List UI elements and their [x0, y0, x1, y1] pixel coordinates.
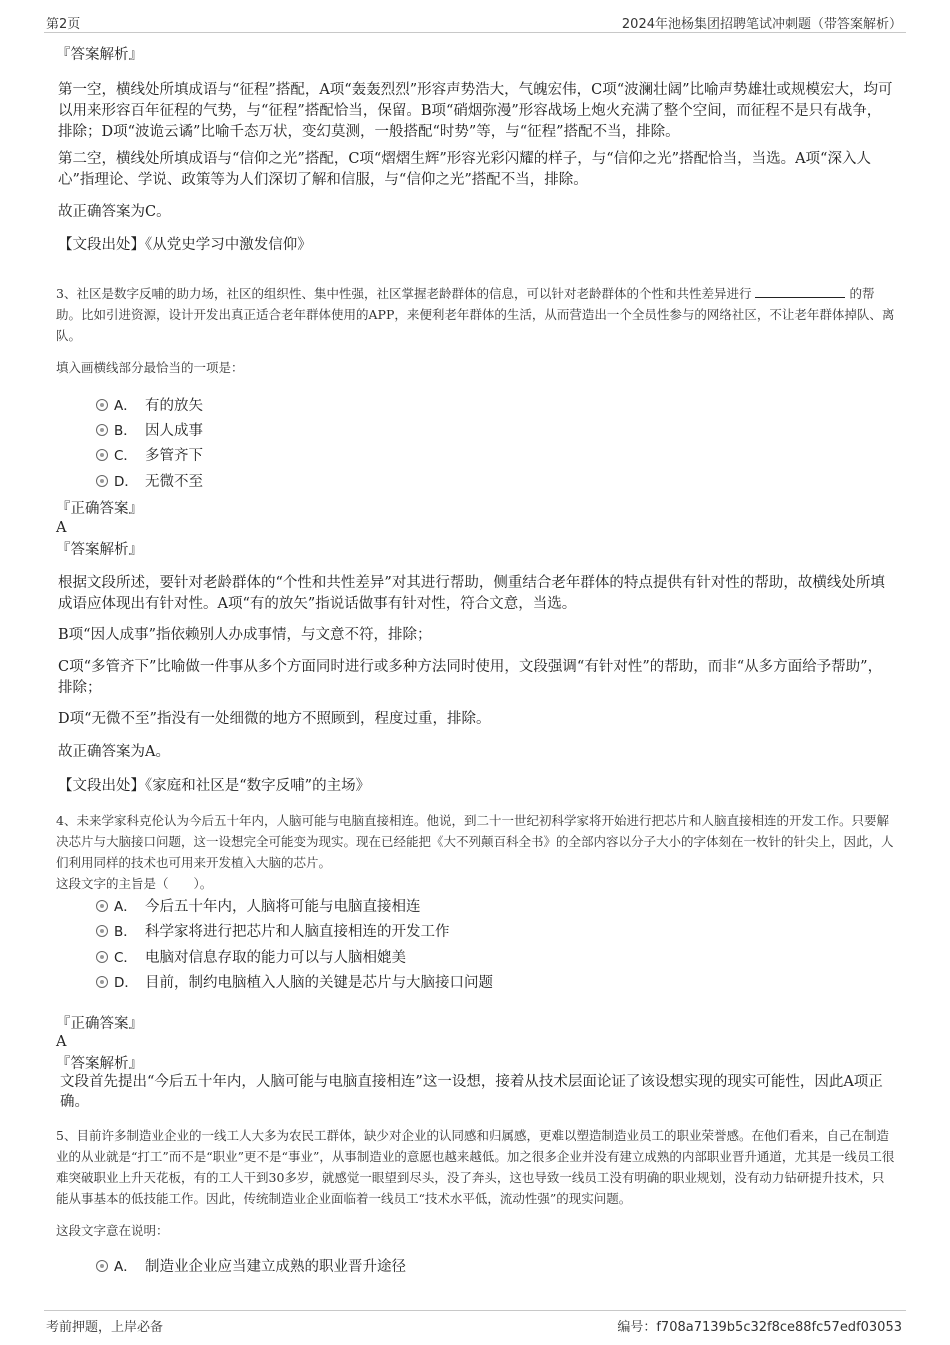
q4-prompt: 这段文字的主旨是（ ）。 — [56, 876, 213, 891]
q5-prompt: 这段文字意在说明： — [56, 1223, 169, 1238]
radio-button-icon[interactable] — [96, 475, 108, 487]
q3-source: 【文段出处】《家庭和社区是“数字反哺”的主场》 — [58, 778, 371, 794]
page-header — [44, 10, 906, 33]
option-letter: C． — [114, 448, 137, 464]
option-text: 因人成事 — [145, 423, 203, 439]
option-letter: C． — [114, 950, 137, 966]
q4-analysis: 文段首先提出“今后五十年内，人脑可能与电脑直接相连”这一设想，接着从技术层面论证了该设想实现的现实可能性，因此A项正确。 — [60, 1074, 883, 1110]
q3-correct-answer: A — [56, 520, 67, 536]
option-letter: D． — [114, 975, 138, 991]
radio-button-icon[interactable] — [96, 900, 108, 912]
option-text: 今后五十年内，人脑将可能与电脑直接相连 — [145, 899, 421, 915]
option-text: 目前，制约电脑植入人脑的关键是芯片与大脑接口问题 — [145, 975, 493, 991]
q3-conclusion: 故正确答案为A。 — [58, 744, 170, 760]
q4-analysis-label: 『答案解析』 — [56, 1056, 143, 1072]
q3-analysis-para4: D项“无微不至”指没有一处细微的地方不照顾到，程度过重，排除。 — [58, 711, 491, 727]
radio-button-icon[interactable] — [96, 424, 108, 436]
q3-stem — [56, 283, 896, 346]
q3-analysis-para2: B项“因人成事”指依赖别人办成事情，与文意不符，排除； — [58, 627, 432, 643]
radio-button-icon[interactable] — [96, 925, 108, 937]
q3-analysis-para1: 根据文段所述，要针对老龄群体的“个性和共性差异”对其进行帮助，侧重结合老年群体的特点提供有针对性的帮助，故横线处所填成语应体现出有针对性。A项“有的放矢”指说话做事有针对性，符合文意，当选。 — [58, 575, 885, 612]
radio-button-icon[interactable] — [96, 1260, 108, 1272]
option-text: 有的放矢 — [145, 398, 203, 414]
document-title: 2024年池杨集团招聘笔试冲刺题（带答案解析） — [621, 17, 902, 32]
q4-correct-label: 『正确答案』 — [56, 1016, 143, 1032]
page-number: 第2页 — [46, 17, 81, 32]
radio-button-icon[interactable] — [96, 399, 108, 411]
radio-button-icon[interactable] — [96, 976, 108, 988]
footer-slogan: 考前押题，上岸必备 — [46, 1320, 164, 1335]
option-letter: B． — [114, 423, 137, 439]
q4-correct-answer: A — [56, 1034, 67, 1050]
q2-analysis-para2: 第二空，横线处所填成语与“信仰之光”搭配，C项“熠熠生辉”形容光彩闪耀的样子，与“信仰之光”搭配恰当，当选。A项“深入人心”指理论、学说、政策等为人们深切了解和信服，与“信仰之光”搭配不当，排除。 — [58, 151, 871, 188]
option-letter: A． — [114, 398, 137, 414]
q5-stem: 5、目前许多制造业企业的一线工人大多为农民工群体，缺少对企业的认同感和归属感，更难以塑造制造业员工的职业荣誉感。在他们看来，自己在制造业的从业就是“打工”而不是“职业”更不是“事业”，从事制造业的意愿也越来越低。加之很多企业并没有建立成熟的内部职业晋升通道，尤其是一线员工很难突破职业上升天花板，有的工人干到30多岁，就感觉一眼望到尽头，没了奔头，这也导致一线员工没有明确的职业规划，没有动力钻研提升技术，只能从事基本的低技能工作。因此，传统制造业企业面临着一线员工“技术水平低，流动性强”的现实问题。 — [56, 1128, 895, 1206]
option-text: 无微不至 — [145, 474, 203, 490]
q4-stem: 4、未来学家科克伦认为今后五十年内，人脑可能与电脑直接相连。他说，到二十一世纪初科学家将开始进行把芯片和人脑直接相连的开发工作。只要解决芯片与大脑接口问题，这一设想完全可能变为现实。现在已经能把《大不列颠百科全书》的全部内容以分子大小的字体刻在一枚针的针尖上，因此，人们利用同样的技术也可用来开发植入大脑的芯片。 — [56, 813, 894, 870]
q2-analysis-label: 『答案解析』 — [56, 47, 143, 63]
radio-button-icon[interactable] — [96, 449, 108, 461]
option-letter: A． — [114, 899, 137, 915]
q3-correct-label: 『正确答案』 — [56, 501, 143, 517]
q3-stem-part1: 3、社区是数字反哺的助力场，社区的组织性、集中性强，社区掌握老龄群体的信息，可以针对老龄群体的个性和共性差异进行 — [56, 286, 752, 301]
q2-conclusion: 故正确答案为C。 — [58, 204, 171, 220]
q3-stem-part2: 的帮助。比如引进资源，设计开发出真正适合老年群体使用的APP，来便利老年群体的生活，从而营造出一个全员性参与的网络社区，不让老年群体掉队、离队。 — [56, 286, 895, 343]
page-footer — [44, 1310, 906, 1335]
option-text: 制造业企业应当建立成熟的职业晋升途径 — [145, 1259, 406, 1275]
q3-blank — [755, 285, 845, 298]
option-letter: B． — [114, 924, 137, 940]
option-letter: A． — [114, 1259, 137, 1275]
option-letter: D． — [114, 474, 138, 490]
q3-analysis-label: 『答案解析』 — [56, 542, 143, 558]
q3-analysis-para3: C项“多管齐下”比喻做一件事从多个方面同时进行或多种方法同时使用，文段强调“有针对性”的帮助，而非“从多方面给予帮助”，排除； — [58, 659, 883, 696]
option-text: 多管齐下 — [145, 448, 203, 464]
q3-prompt: 填入画横线部分最恰当的一项是： — [56, 360, 244, 375]
q2-source: 【文段出处】《从党史学习中激发信仰》 — [58, 237, 312, 253]
document-id: 编号：f708a7139b5c32f8ce88fc57edf03053 — [617, 1320, 902, 1335]
radio-button-icon[interactable] — [96, 951, 108, 963]
q2-analysis-para1: 第一空，横线处所填成语与“征程”搭配，A项“轰轰烈烈”形容声势浩大，气魄宏伟，C项“波澜壮阔”比喻声势雄壮或规模宏大，均可以用来形容百年征程的气势，与“征程”搭配恰当，保留。B项“硝烟弥漫”形容战场上炮火充满了整个空间，而征程不是只有战争，排除；D项“波诡云谲”比喻千态万状，变幻莫测，一般搭配“时势”等，与“征程”搭配不当，排除。 — [58, 82, 893, 140]
option-text: 科学家将进行把芯片和人脑直接相连的开发工作 — [145, 924, 450, 940]
option-text: 电脑对信息存取的能力可以与人脑相媲美 — [145, 950, 406, 966]
